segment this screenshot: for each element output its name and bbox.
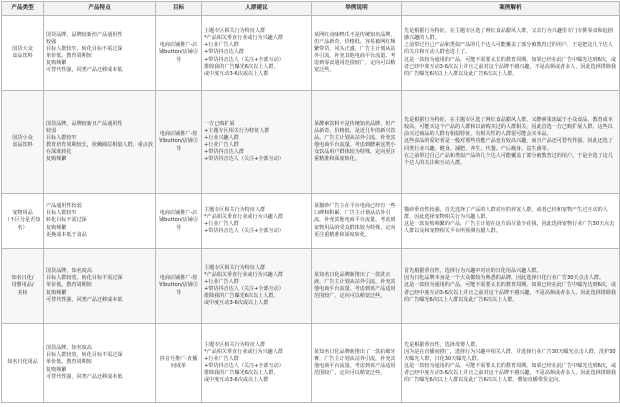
table-row xyxy=(2,16,620,91)
cell-case-analysis: 首先根据垂直性，选择行为兴趣中对应的日化用品兴趣人群。 因为日化品牌本身是一个大众都较为熟悉的品牌，因此选择日化行业广告30天点击人群。 这是一款较为通用的产品，可能不需要太长的教育周期。如果已经在此广告中曝光达到6次，或者已经中度互动3-6次以上并且之前对这个品牌不感兴趣，不是高频或者多人，因此选择排除我的广告曝光6次以上人群以及此广告6次以上人群。 xyxy=(402,249,620,324)
cell-audience-advice: 一方已购扩展 +主题专区相关行为特征人群 +行业兴趣人群 +行业广告人群 +带货抖音达人群 +带货抖音达人（关注+全部互动） xyxy=(202,91,312,194)
cell-target: 电商店铺推广-店铺button/店铺引导 xyxy=(156,16,202,91)
cell-target: 电商店铺推广-店铺button/店铺引导 xyxy=(156,194,202,249)
strategy-table xyxy=(1,1,620,403)
cell-target: 电商店铺推广-按钮button/店铺引导 xyxy=(156,91,202,194)
cell-example: 某知名日化品牌新推出了一款洗衣液，广告主计划从站外引流，补充其他电商平台流量。考虑到该产品适用范围较广，定向可以稍宽泛些。 xyxy=(312,249,402,324)
table-row xyxy=(2,194,620,249)
cell-product-type: 国货大众 食品饮料 xyxy=(2,16,44,91)
cell-target: 电商店铺推广-按钮button/店铺引导 xyxy=(156,249,202,324)
table-row xyxy=(2,91,620,194)
header-product-type: 产品类型 xyxy=(2,2,44,16)
cell-audience-advice: 主题专区相关行为特征人群 *产品相关垂直行业或行为兴趣人群 +行业广告人群 +带货抖音达人（关注+全部互动） 排除我的广告曝光6次以上人群， 或中度互动3-6次或以上人群 xyxy=(202,324,312,403)
cell-product-features: 国货品牌，知名度高 目标人群较宽，转化目标不需过深 单价低，教育周期短 复购频繁 可替代性强，同类产品迁移成本低 xyxy=(44,249,156,324)
table-row xyxy=(2,324,620,403)
cell-example: 某猫砂广告主在平台电商已经有一些口碑和积累，广告主计划从站外引流，补充其他电商平台流量。考虑到宠物用品的受众群体较为特殊，定向更注重精准和深度转化。 xyxy=(312,194,402,249)
cell-audience-advice: 主题专区相关行为特征人群 *产品相关垂直行业或行为兴趣人群 +行业广告人群 +带货抖音达人（关注+全部互动） 排除我的广告曝光6次以上人群， 或中度互动3-6次或以上人群 xyxy=(202,249,312,324)
cell-product-features: 国货品牌，知名度高 目标人群较宽，转化目标不需过深 单价低，教育周期短 复购频繁 可替代性强，同类产品迁移成本低 xyxy=(44,324,156,403)
cell-example: 某酵素饮料不是传统知名品牌，但产品新奇，价格低，是近几年的新兴饮品。广告主计划从站外引流，补充其他电商平台流量。考虑到酵素这类小众饮品用户群体较为特殊，定向更注重精准和深度转化。 xyxy=(312,91,402,194)
cell-example: 某网红卤味鸭爪不是传统知名品牌，但产品新奇，价格低，容易被网红频繁带货，风头正盛，广告主计划从站外引流，补充其他电商平台流量。考虑到零食通用范围较广，定向可以稍宽泛些。 xyxy=(312,16,402,91)
header-audience-advice: 人群建议 xyxy=(202,2,312,16)
cell-case-analysis: 先是根据行为特征，在主题专区选了网红食品膨风人群，又去行为兴趣里专门专挑零食和追剧感兴趣的人群。 之前带过自己产品和类似产品的几个达人可能覆盖了部分被教育过的用户，于是把这几个达人的关注和互动人群也选上了。 这是一款较为通用的产品，可能不需要太长的教育周期。如果已经在此广告中曝光达到6次，或者已经中度互动3-6次以上并且之前对这个品牌不感兴趣，不是高频或者多人，因此选择排除我的广告曝光6次以上人群以及此广告6次以上人群。 xyxy=(402,16,620,91)
cell-product-type: 国货小众 食品饮料 xyxy=(2,91,44,194)
cell-case-analysis: 先是根据垂直性，选择母婴人群。 因为是在直播间推广，选择行为兴趣中相关人群，并选择行业广告30天曝光点击人群，洗护30天曝光人群，日化30天曝光人群。 这是一款较为通用的产品，可能不需要太长的教育周期。如果已经在此广告中曝光达到6次，或者已经中度互动3-6次以上并且之前对这个品牌不感兴趣，不是高频或者多人，因此选择排除我的广告曝光6次以上人群以及此广告6次以上人群，叠加直播带货定向。 xyxy=(402,324,620,403)
cell-case-analysis: 先是根据行为特征，在主题专区选了网红食品膨风人群，又酵素果冻属于小众食品，教育成本较高，可能买这个产品的人群和以前购买过的人群相关，因此首选一方已购扩展人群，这些以前买过商品的人群有相似特征，有相关性的人群很可能会买本品。 这些食品的爱好者是一般对那些功能产品也有较高兴趣，而且产品还可替代性强，因此还选了同类行业兴趣，健身、减肥、养生、代餐、产后瘦身、益生菌等。 在之前带过自己产品和类似产品的几个达人可能覆盖了部分被教育过的用户，于是全选了这几个达人的关注和互动人群。 xyxy=(402,91,620,194)
header-case-analysis: 案例解析 xyxy=(402,2,620,16)
cell-audience-advice: 主题专区相关行为特征人群 *产品相关垂直行业或行为兴趣人群 +行业广告人群 +带货抖音达人群 +带货抖音达人（关注+全部互动） 排除我的广告曝光6次以上人群， 或中度互动3-6次或以上人群 xyxy=(202,16,312,91)
header-example: 举例说明 xyxy=(312,2,402,16)
table-header-row xyxy=(2,2,620,16)
cell-example: 某知名日化品牌新推出了一款抗敏牙膏，广告主计划从站外引流，补充其他电商平台流量。考虑到该产品适用范围较广，定向可以稍宽泛些。 xyxy=(312,324,402,403)
cell-product-type: 宠物用品 （不区分是否知名） xyxy=(2,194,44,249)
cell-target: 抖音号推广-直播间成单 xyxy=(156,324,202,403)
cell-product-features: 国货品牌，品牌较新且产品通用性 较弱 目标人群较窄 教育培育周期较长，依赖圈层相似人群，重点放在深度转化 复购频繁 xyxy=(44,91,156,194)
cell-case-analysis: 猫砂垂直性较强，首先选择了产品的人群对应的养宠人群，或者已经和宠物产生过互动的人群，因此选择宠物相关行为兴趣人群。 这是一款复购频繁的产品，广告主计划在这方面尽量少花钱，因此选择宠物行业广告30天点击人群以及和宠物相关平台所预测有猫人群。 xyxy=(402,194,620,249)
cell-audience-advice: 主题专区相关行为特征人群 *产品相关垂直行业或行为兴趣人群 +行业广告人群 +带货抖音达人（关注+全部互动） xyxy=(202,194,312,249)
cell-product-features: 产品通用性较弱 目标人群较窄 转化目标不需过深 复购频繁 更换成本低于食品 xyxy=(44,194,156,249)
cell-product-type: 知名日化用品 xyxy=(2,324,44,403)
cell-product-features: 国货品牌，品牌较新但产品通用性 较强 目标人群较窄，转化目标不需过深 单价低，教育周期短 复购频繁 可替代性强，同类产品迁移成本低 xyxy=(44,16,156,91)
table-row xyxy=(2,249,620,324)
header-product-features: 产品特点 xyxy=(44,2,156,16)
header-target: 目标 xyxy=(156,2,202,16)
cell-product-type: 知名日化/ 母婴用品/ 美妆 xyxy=(2,249,44,324)
